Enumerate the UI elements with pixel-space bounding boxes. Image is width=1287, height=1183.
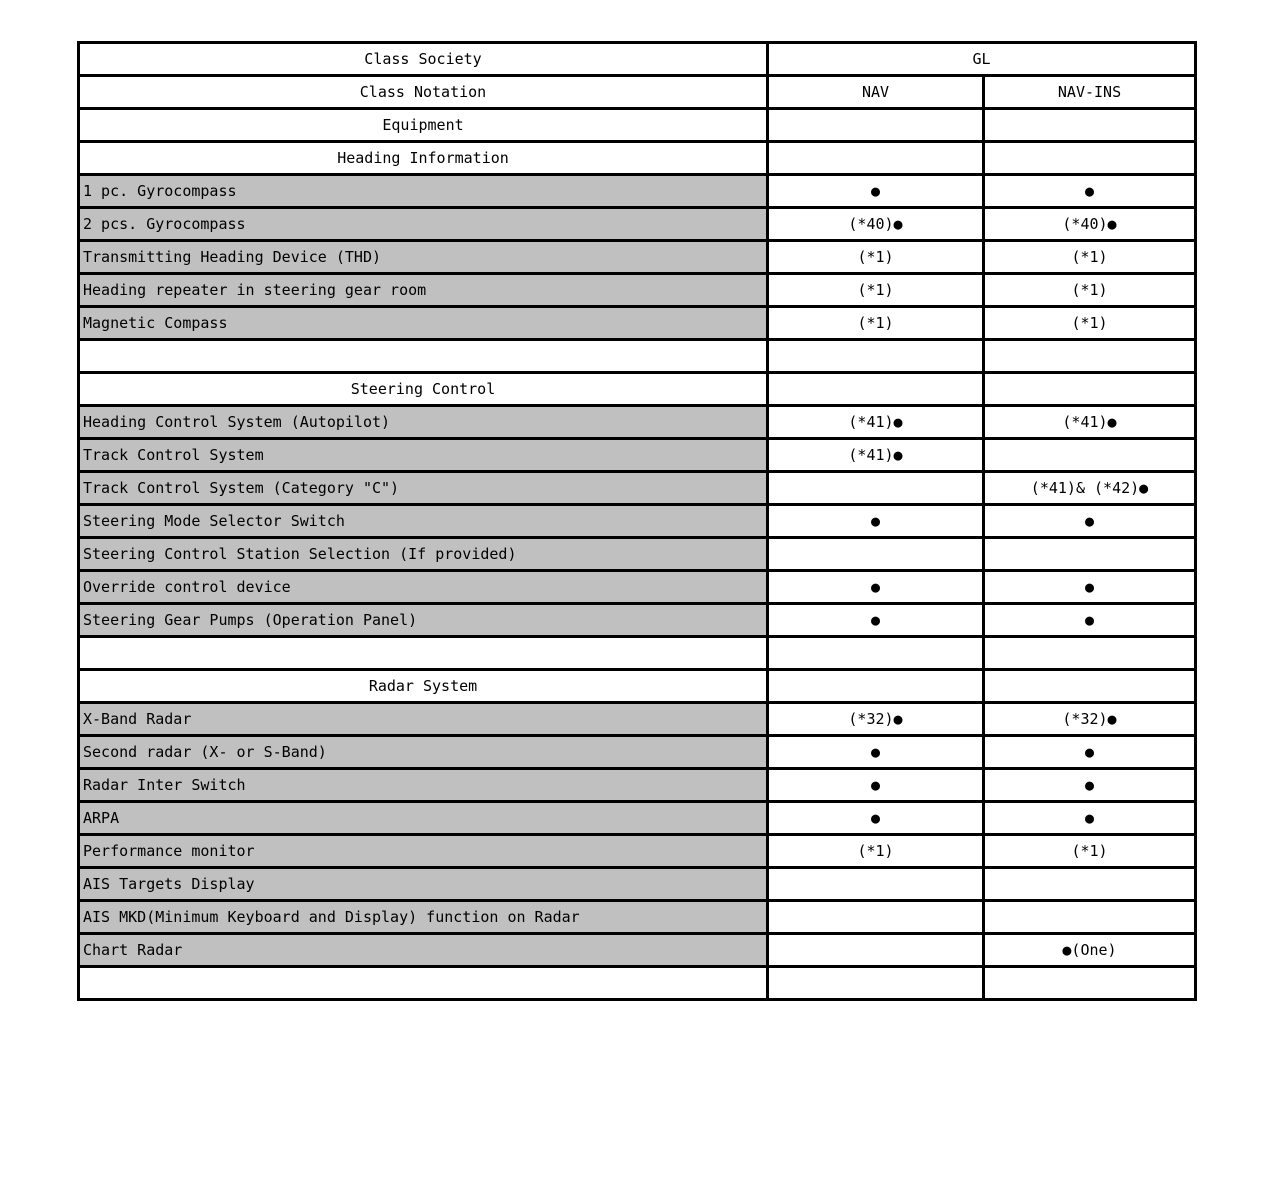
section-heading-information (79, 142, 1196, 340)
table-row (79, 835, 1196, 868)
class-notation-label: Class Notation (79, 76, 768, 109)
nav-requirement: (*41)● (768, 406, 984, 439)
equipment-item: Radar Inter Switch (79, 769, 768, 802)
nav-requirement: ● (768, 175, 984, 208)
empty-cell (768, 637, 984, 670)
nav-ins-requirement: (*1) (984, 307, 1196, 340)
empty-cell (984, 637, 1196, 670)
equipment-item: AIS Targets Display (79, 868, 768, 901)
spacer-row (79, 967, 1196, 1000)
nav-ins-requirement (984, 538, 1196, 571)
spacer-row-group (79, 637, 1196, 670)
equipment-item: Steering Control Station Selection (If provided) (79, 538, 768, 571)
nav-ins-requirement (984, 439, 1196, 472)
nav-ins-requirement: (*1) (984, 274, 1196, 307)
equipment-item: Heading Control System (Autopilot) (79, 406, 768, 439)
empty-cell (984, 373, 1196, 406)
table-row (79, 736, 1196, 769)
spacer-row-group (79, 967, 1196, 1000)
nav-requirement: ● (768, 505, 984, 538)
equipment-item: Second radar (X- or S-Band) (79, 736, 768, 769)
table-row (79, 868, 1196, 901)
table-row (79, 703, 1196, 736)
empty-cell (768, 373, 984, 406)
nav-ins-requirement: (*41)& (*42)● (984, 472, 1196, 505)
spacer-row (79, 340, 1196, 373)
empty-cell (768, 340, 984, 373)
table-row (79, 175, 1196, 208)
nav-requirement (768, 901, 984, 934)
nav-requirement: (*1) (768, 241, 984, 274)
class-notation-row (79, 76, 1196, 109)
empty-cell (984, 967, 1196, 1000)
equipment-item: Performance monitor (79, 835, 768, 868)
equipment-item: Chart Radar (79, 934, 768, 967)
nav-ins-requirement: (*41)● (984, 406, 1196, 439)
nav-ins-requirement: (*32)● (984, 703, 1196, 736)
table-row (79, 538, 1196, 571)
empty-cell (984, 109, 1196, 142)
nav-requirement: ● (768, 571, 984, 604)
nav-requirement: (*1) (768, 307, 984, 340)
table-row (79, 472, 1196, 505)
table-row (79, 406, 1196, 439)
nav-requirement: ● (768, 736, 984, 769)
equipment-item: AIS MKD(Minimum Keyboard and Display) function on Radar (79, 901, 768, 934)
equipment-item: Magnetic Compass (79, 307, 768, 340)
nav-requirement: ● (768, 604, 984, 637)
empty-cell (79, 967, 768, 1000)
nav-ins-requirement: ● (984, 736, 1196, 769)
table-row (79, 241, 1196, 274)
nav-ins-requirement: ● (984, 802, 1196, 835)
equipment-table (77, 41, 1197, 1001)
nav-requirement (768, 472, 984, 505)
nav-ins-requirement (984, 868, 1196, 901)
nav-ins-requirement (984, 901, 1196, 934)
class-society-value: GL (768, 43, 1196, 76)
nav-requirement: (*40)● (768, 208, 984, 241)
equipment-item: Steering Mode Selector Switch (79, 505, 768, 538)
empty-cell (768, 109, 984, 142)
equipment-item: ARPA (79, 802, 768, 835)
table-row (79, 934, 1196, 967)
table-row (79, 802, 1196, 835)
table-row (79, 208, 1196, 241)
nav-ins-requirement: ●(One) (984, 934, 1196, 967)
empty-cell (768, 142, 984, 175)
equipment-item: Transmitting Heading Device (THD) (79, 241, 768, 274)
equipment-item: Track Control System (79, 439, 768, 472)
table-row (79, 274, 1196, 307)
table-row (79, 769, 1196, 802)
nav-requirement: (*41)● (768, 439, 984, 472)
spacer-row-group (79, 340, 1196, 373)
section-title: Radar System (79, 670, 768, 703)
nav-requirement: (*1) (768, 274, 984, 307)
section-title-row (79, 670, 1196, 703)
equipment-item: 1 pc. Gyrocompass (79, 175, 768, 208)
equipment-item: Track Control System (Category "C") (79, 472, 768, 505)
nav-ins-requirement: ● (984, 571, 1196, 604)
empty-cell (984, 340, 1196, 373)
class-society-row (79, 43, 1196, 76)
notation-nav: NAV (768, 76, 984, 109)
table-row (79, 505, 1196, 538)
equipment-item: X-Band Radar (79, 703, 768, 736)
table-row (79, 307, 1196, 340)
equipment-item: 2 pcs. Gyrocompass (79, 208, 768, 241)
nav-ins-requirement: (*1) (984, 241, 1196, 274)
nav-requirement: (*1) (768, 835, 984, 868)
equipment-item: Override control device (79, 571, 768, 604)
spacer-row (79, 637, 1196, 670)
table-row (79, 604, 1196, 637)
nav-requirement: (*32)● (768, 703, 984, 736)
nav-ins-requirement: ● (984, 505, 1196, 538)
section-title: Steering Control (79, 373, 768, 406)
nav-requirement (768, 538, 984, 571)
equipment-item: Steering Gear Pumps (Operation Panel) (79, 604, 768, 637)
section-title-row (79, 142, 1196, 175)
section-title: Heading Information (79, 142, 768, 175)
nav-ins-requirement: ● (984, 769, 1196, 802)
empty-cell (768, 967, 984, 1000)
class-society-label: Class Society (79, 43, 768, 76)
notation-nav-ins: NAV-INS (984, 76, 1196, 109)
table-row (79, 439, 1196, 472)
section-title-row (79, 373, 1196, 406)
nav-ins-requirement: (*40)● (984, 208, 1196, 241)
nav-ins-requirement: ● (984, 604, 1196, 637)
table-row (79, 571, 1196, 604)
equipment-label: Equipment (79, 109, 768, 142)
nav-requirement: ● (768, 802, 984, 835)
empty-cell (984, 670, 1196, 703)
empty-cell (984, 142, 1196, 175)
empty-cell (79, 637, 768, 670)
equipment-header-row (79, 109, 1196, 142)
nav-ins-requirement: ● (984, 175, 1196, 208)
section-radar-system (79, 670, 1196, 967)
empty-cell (79, 340, 768, 373)
nav-requirement (768, 934, 984, 967)
nav-requirement: ● (768, 769, 984, 802)
empty-cell (768, 670, 984, 703)
nav-ins-requirement: (*1) (984, 835, 1196, 868)
equipment-item: Heading repeater in steering gear room (79, 274, 768, 307)
section-steering-control (79, 373, 1196, 637)
table-row (79, 901, 1196, 934)
nav-requirement (768, 868, 984, 901)
